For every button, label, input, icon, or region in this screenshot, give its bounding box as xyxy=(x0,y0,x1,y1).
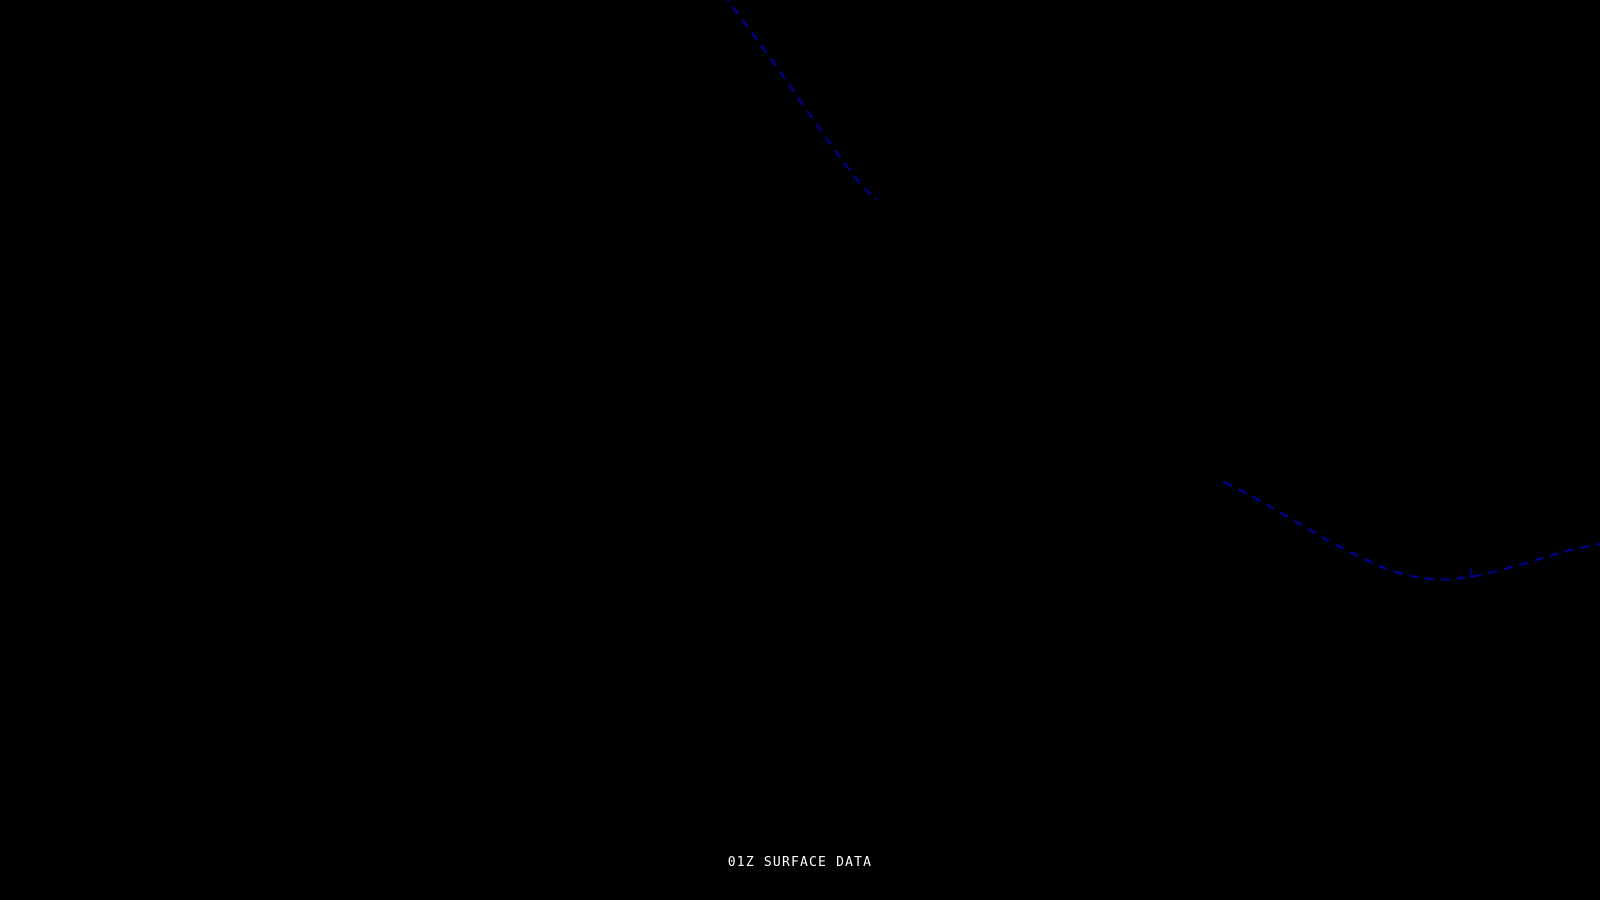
map-caption: 01Z SURFACE DATA xyxy=(727,855,873,870)
